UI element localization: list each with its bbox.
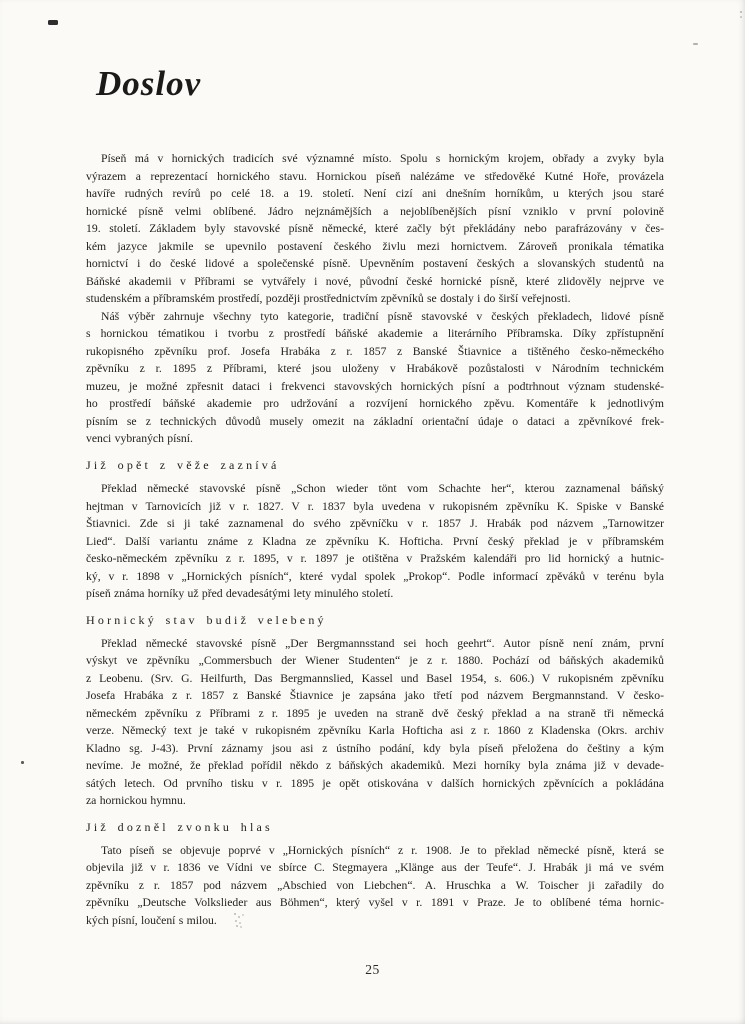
text-line: Náš výběr zahrnuje všechny tyto kategorie, tradiční písně stavovské v českých překladech, lidové písně [101, 309, 664, 323]
text-line: Píseň má v hornických tradicích své významné místo. Spolu s hornickým krojem, obřady a zvyky byla [101, 152, 664, 165]
text-line: zpěvníku z r. 1857 pod názvem „Abschied von Liebchen“. A. Hruschka a W. Toischer ji zařadily do [86, 878, 664, 892]
text-line: hornictví i do české lidové a společenské písně. Upevněním postavení českých a slovanských studentů na [86, 257, 664, 270]
text-line: muzeu, je možné zpřesnit dataci i frekvenci stavovských hornických písní a podtrhnout význam studenské- [86, 379, 664, 393]
section [86, 818, 664, 930]
paragraph [86, 150, 664, 308]
text-line: ký, v r. 1898 v „Hornických písních“, které vydal spolek „Prokop“. Podle informací zpěváků v terénu byla [86, 569, 664, 583]
text-line: píseň známa horníky už před devadesátými lety minulého století. [86, 587, 394, 600]
text-line: Josefa Hrabáka z r. 1857 z Banské Štiavnice je zapsána jako třetí pod názvem Bergmannstand. V česko- [86, 689, 664, 702]
sections-container [86, 456, 664, 929]
text-line: nevíme. Je možné, že překlad pořídil někdo z báňských akademiků. Mezi horníky byla známa již v devade- [86, 759, 664, 772]
text-line: za hornickou hymnu. [86, 794, 186, 807]
text-line: Báňské akademii v Příbrami se vytvářely i nové, původní české hornické písně, které zlidověly nejprve ve [86, 274, 664, 288]
text-line: Překlad německé stavovské písně „Der Bergmannsstand sei hoch geehrt“. Autor písně není znám, první [101, 636, 664, 650]
ink-blot-mark [48, 20, 58, 25]
scan-speck-mark [740, 11, 742, 13]
section-heading: Již dozněl zvonku hlas [86, 819, 273, 834]
text-line: výrazem a reprezentací hornického stavu. Hornickou píseň nalézáme ve středověké Kutné Hoře, provázela [86, 169, 664, 183]
text-line: zpěvníku z r. 1895 z Příbrami, které jsou uloženy v Hrabákově pozůstalosti v Národním technickém [86, 362, 664, 375]
text-line: Překlad německé stavovské písně „Schon wieder tönt vom Schachte her“, kterou zaznamenal báňský [101, 482, 664, 495]
text-line: havíře rudných revírů po celé 18. a 19. století. Není cizí ani dnešním horníkům, u kterých jsou staré [86, 187, 664, 200]
text-line: Lied“. Další variantu známe z Kladna ze zpěvníku K. Hofticha. První český překlad je v příbramském [86, 534, 664, 548]
text-line: z Leobenu. (Srv. G. Heilfurth, Das Bergmannslied, Kassel und Basel 1954, s. 606.) V rukopisném zpěvníku [86, 671, 664, 685]
text-line: studenském a příbramském prostředí, později prostřednictvím zpěvníků se dostaly i do širší veřejnosti. [86, 292, 571, 305]
text-line: česko-německém zpěvníku z r. 1895, v r. 1897 je otištěna v Pražském kalendáři pro lid hornický a hutnic- [86, 552, 664, 565]
section-heading: Hornický stav budiž velebený [86, 612, 327, 627]
text-line: venci vybraných písní. [86, 432, 193, 445]
text-line: hornické písně velmi oblíbené. Jádro nejznámějších a nejoblíbenějších písní vzniklo v první polovině [86, 204, 664, 218]
margin-dash-mark [693, 43, 698, 45]
paragraph [86, 480, 664, 603]
text-line: Tato píseň se objevuje poprvé v „Hornických písních“ z r. 1908. Je to překlad německé písně, která se [101, 843, 664, 857]
paragraph [86, 308, 664, 448]
text-line: sátých letech. Od prvního tisku v r. 1895 je opět otiskována v dalších hornických zpěvnících a pokládána [86, 776, 664, 790]
text-line: rukopisného zpěvníku prof. Josefa Hrabáka z r. 1857 z Banské Štiavnice a tištěného česko-německého [86, 344, 664, 358]
text-line: kých písní, loučení s milou. [86, 913, 217, 927]
page-number: 25 [365, 962, 380, 977]
text-line: ho prostředí báňské akademie pro udržování a rozvíjení hornického zpěvu. Komentáře k jednotlivým [86, 397, 664, 410]
text-line: hejtman v Tarnovicích již v r. 1827. V r. 1837 byla uvedena v rukopisném zpěvníku K. Spiske v Banské [86, 499, 664, 513]
text-line: objevila již v r. 1836 ve Vídni ve sbírce C. Stegmayera „Klänge aus der Teufe“. J. Hrabák ji má ve svém [86, 861, 664, 874]
text-line: Štiavnici. Zde si ji také zaznamenal do svého zpěvníčku v r. 1857 J. Hrabák pod názvem „Tarnowitzer [86, 517, 664, 530]
paragraph [86, 842, 664, 930]
text-line: s hornickou tématikou i tvorbu z prostředí báňské akademie a literárního Příbramska. Díky zpřístupnění [86, 327, 664, 340]
section-heading: Již opět z věže zaznívá [86, 458, 280, 472]
page-content [86, 150, 664, 929]
text-line: písním se z technických důvodů musely omezit na základní orientační údaje o dataci a zpěvníkové frek- [86, 414, 664, 428]
paragraph [86, 635, 664, 810]
text-line: německém zpěvníku z Příbrami z r. 1895 je uveden na straně dvě český překlad a na straně tři německá [86, 706, 664, 720]
text-line: výskyt ve zpěvníku „Commersbuch der Wiener Studenten“ je z r. 1880. Pochází od báňských akademiků [86, 654, 664, 667]
text-line: 19. století. Základem byly stavovské písně německé, které začly být překládány nebo parafrázovány v čes- [86, 222, 664, 235]
page-title: Doslov [96, 64, 202, 103]
section [86, 456, 664, 603]
section [86, 611, 664, 810]
text-line: zpěvníku „Deutsche Volkslieder aus Böhmen“, který vyšel v r. 1891 v Praze. Je to oblíbené téma hornic- [86, 896, 664, 909]
margin-dot-mark [21, 761, 24, 764]
text-line: verze. Německý text je také v rukopisném zpěvníku Karla Hofticha asi z r. 1860 z Kladenska (Okrs. archiv [86, 724, 664, 737]
intro-paragraphs [86, 150, 664, 448]
text-line: Kladno sg. J-43). První záznamy jsou asi z ústního podání, kdy byla píseň přeložena do češtiny a kým [86, 741, 664, 755]
text-line: kém jazyce jakmile se upevnilo postavení českého živlu mezi hornictvem. Zároveň pronikala tématika [86, 239, 664, 253]
